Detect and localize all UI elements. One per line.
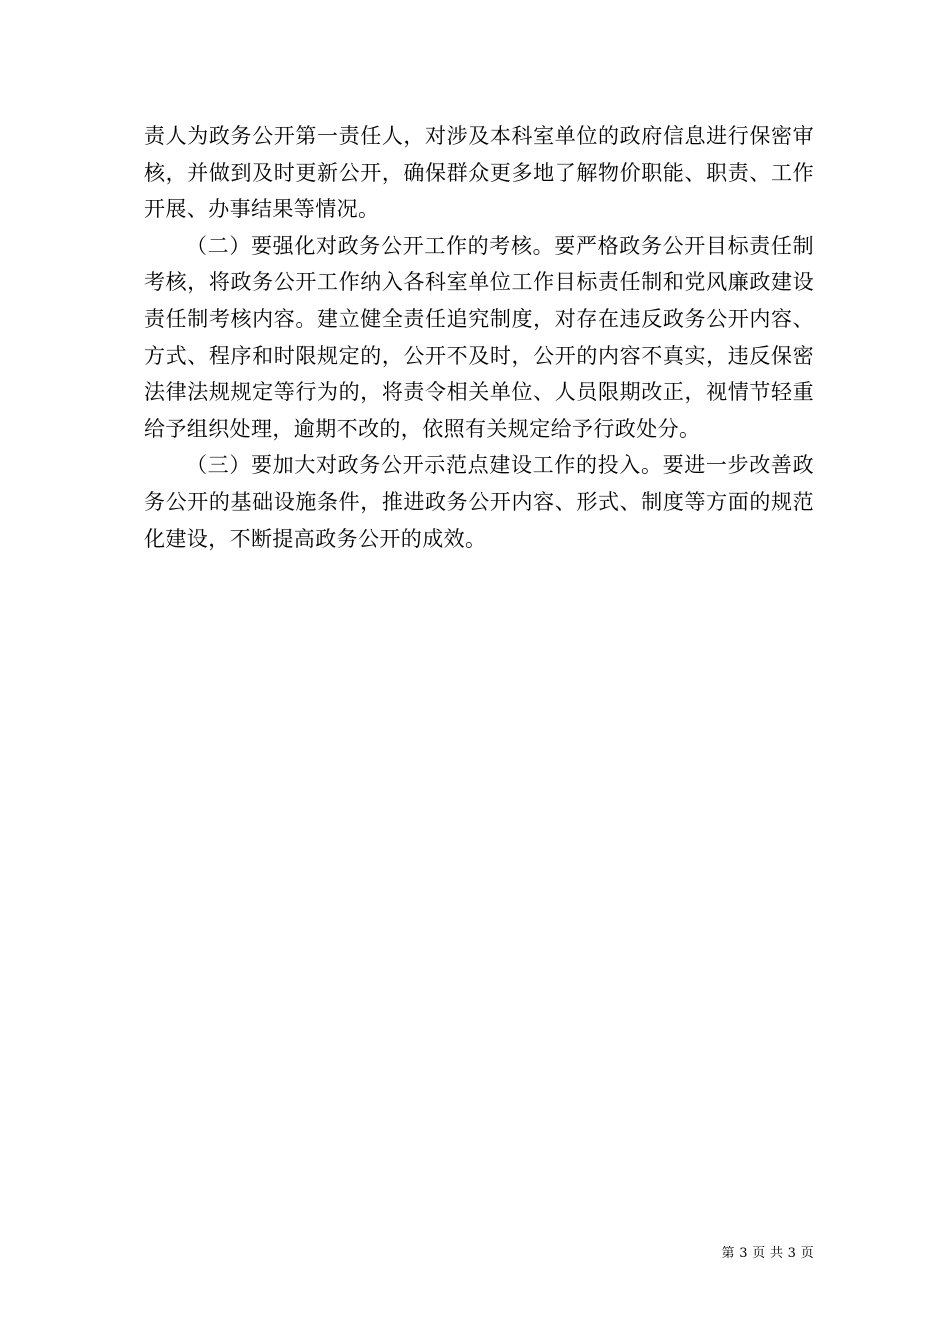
paragraph-section-3: （三）要加大对政务公开示范点建设工作的投入。要进一步改善政务公开的基础设施条件，推进政务公开内容、形式、制度等方面的规范化建设，不断提高政务公开的成效。 [144,453,814,551]
page-number-footer: 第 3 页 共 3 页 [721,1246,814,1261]
paragraph-section-2: （二）要强化对政务公开工作的考核。要严格政务公开目标责任制考核，将政务公开工作纳入各科室单位工作目标责任制和党风廉政建设责任制考核内容。建立健全责任追究制度，对存在违反政务公开内容、方式、程序和时限规定的，公开不及时，公开的内容不真实，违反保密法律法规规定等行为的，将责令相关单位、人员限期改正，视情节轻重给予组织处理，逾期不改的，依照有关规定给予行政处分。 [144,233,814,441]
document-body [144,118,814,557]
paragraph-continuation: 责人为政务公开第一责任人，对涉及本科室单位的政府信息进行保密审核，并做到及时更新公开，确保群众更多地了解物价职能、职责、工作开展、办事结果等情况。 [144,124,814,222]
